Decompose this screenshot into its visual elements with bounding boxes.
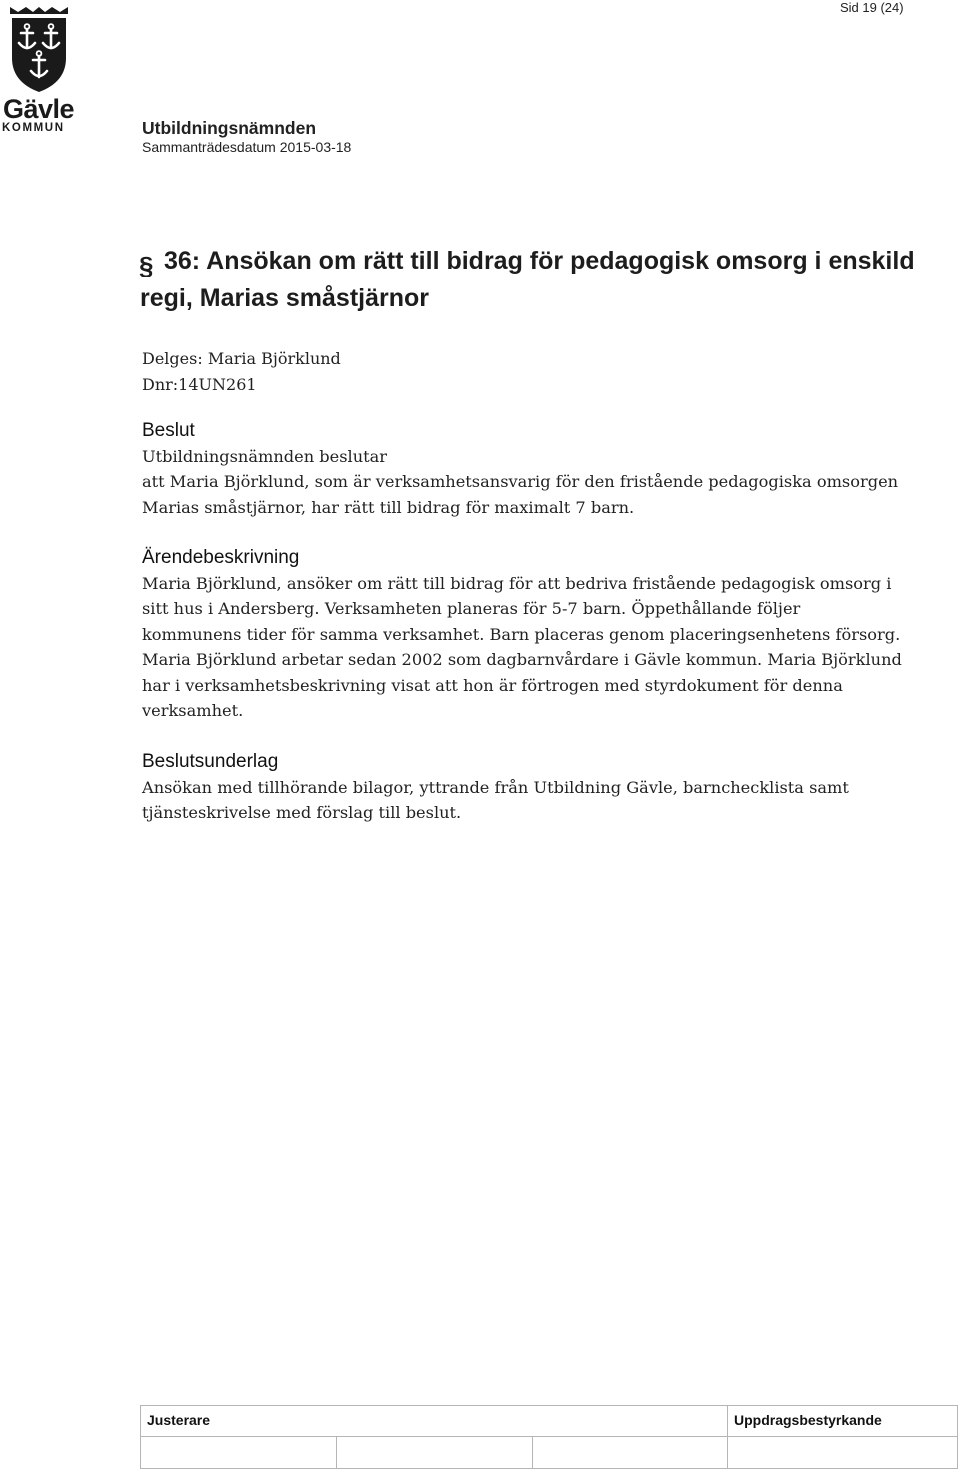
justerare-cell	[141, 1406, 728, 1436]
beslut-intro: Utbildningsnämnden beslutar	[142, 447, 388, 466]
page-title: 36: Ansökan om rätt till bidrag för pedagogisk omsorg i enskild regi, Marias småstjärnor	[140, 247, 915, 312]
underlag-text: Ansökan med tillhörande bilagor, yttrande från Utbildning Gävle, barnchecklista samt tjänsteskrivelse med förslag till beslut.	[142, 778, 849, 823]
committee-name: Utbildningsnämnden	[142, 118, 317, 138]
signature-box	[533, 1437, 728, 1468]
svg-text:§: §	[139, 255, 154, 277]
underlag-heading: Beslutsunderlag	[142, 751, 279, 772]
uppdragsbestyrkande-cell	[728, 1406, 957, 1436]
signature-box	[728, 1437, 957, 1468]
beslut-text: att Maria Björklund, som är verksamhetsansvarig för den fristående pedagogiska omsorgen Marias småstjärnor, har rätt till bidrag för maximalt 7 barn.	[142, 472, 899, 517]
beslut-heading: Beslut	[142, 420, 195, 441]
section-marker-icon	[137, 255, 157, 277]
arende-section	[142, 545, 902, 723]
arende-text: Maria Björklund, ansöker om rätt till bidrag för att bedriva fristående pedagogisk omsorg i sitt hus i Andersberg. Verksamheten planeras för 5-7 barn. Öppethållande följer kommunens tider för samma verksamhet. Barn placeras genom placeringsenhetens försorg. Maria Björklund arbetar sedan 2002 som dagbarnvårdare i Gävle kommun. Maria Björklund har i verksamhetsbeskrivning visat att hon är förtrogen med styrdokument för denna verksamhet.	[142, 574, 902, 721]
dnr-line: Dnr:14UN261	[142, 375, 257, 394]
meta-block	[142, 346, 341, 398]
signature-box	[337, 1437, 533, 1468]
logo-subtitle: KOMMUN	[2, 122, 65, 134]
arende-heading: Ärendebeskrivning	[142, 547, 300, 568]
delges-line: Delges: Maria Björklund	[142, 349, 341, 368]
justerare-label: Justerare	[147, 1412, 211, 1428]
page-number: Sid 19 (24)	[840, 0, 904, 15]
uppdragsbestyrkande-label: Uppdragsbestyrkande	[734, 1412, 882, 1428]
underlag-section	[142, 749, 902, 826]
beslut-section	[142, 418, 902, 520]
signature-table	[140, 1405, 958, 1469]
signature-box	[141, 1437, 337, 1468]
logo-wordmark: Gävle	[3, 94, 75, 124]
meeting-date: Sammanträdesdatum 2015-03-18	[142, 139, 352, 155]
item-title-block	[140, 243, 920, 317]
